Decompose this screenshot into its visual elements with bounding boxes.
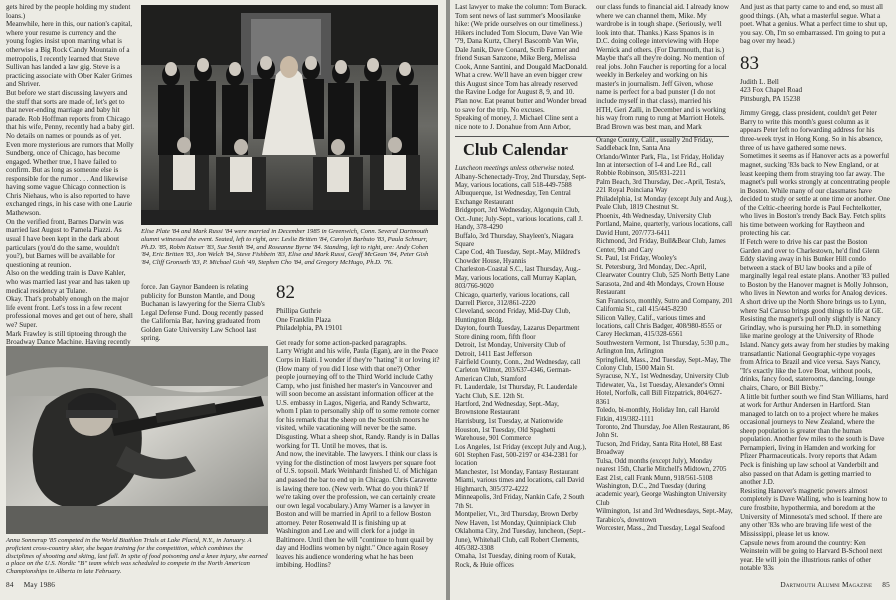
- club-calendar-list-a: [455, 165, 588, 577]
- club-entry: Wilmington, 1st and 3rd Wednesdays, Sept.-May, Tarabico's, downtown: [596, 508, 733, 524]
- club-entry: Tidewater, Va., 1st Tuesday, Alexander's Omni Hotel, Norfolk, call Bill Fitzpatrick, 804/627-8361: [596, 382, 725, 406]
- paragraph: Resisting Hanover's magnetic powers almost completely is Dave Walling, who is learning how to cure frostbite, hypothermia, and boredom at the University of Minnesota's med school. If there are any other '83s who are braving life west of the Mississippi, please let us know.: [740, 486, 888, 538]
- club-entry: San Francisco, monthly, Sutro and Company, 201 California St., call 415/445-8230: [596, 297, 733, 313]
- right-col1-text: [455, 3, 588, 131]
- club-entry: Manchester, 1st Monday, Fantasy Restaurant: [455, 468, 579, 476]
- club-entry: Cleveland, second Friday, Mid-Day Club, Huntington Bldg.: [455, 308, 571, 324]
- address-line: One Franklin Plaza: [276, 315, 331, 324]
- left-page: [0, 0, 446, 600]
- club-entry: Southwestern Vermont, 1st Thursday, 5:30 p.m., Arlington Inn, Arlington: [596, 339, 729, 355]
- page-number: 84: [6, 580, 14, 589]
- paragraph: Resisting the magnet's pull only slightly is Nancy Grindlay, who is pursuing her Ph.D. in something like marine geology at the University of Rhode Island. Nancy gets away from her studies by making transatlantic National Geographic-type voyages from Africa to Brazil and vice versa. Says Nancy, "It's exactly like the Love Boat, without pools, drinks, fancy food, staterooms, dancing, lounge chairs, Charo, or Bill Bixby.": [740, 315, 890, 392]
- club-entry: St. Paul, 1st Friday, Wooley's: [596, 255, 677, 263]
- paragraph: Even more mysterious are rumors that Molly Sundberg, once of Chicago, has become engaged. Whether true, I have failed to confirm. But as long as someone else is responsible for the rumor . . . And likewise having some vague Chicago connection is Chris Niehaus, who is also reported to have exchanged rings, in his case with one Laurie Mathewson.: [6, 140, 134, 218]
- paragraph: Speaking of money, J. Michael Cline sent a nice note to J. Donahue from Ann Arbor,: [455, 114, 579, 131]
- club-entry: Harrisburg, 1st Tuesday, at Nationwide: [455, 418, 563, 426]
- paragraph: Mark Frawley is still tiptoeing through the Broadway Dance Machine. Having recently: [6, 329, 131, 346]
- club-entry: Montpelier, Vt., 3rd Thursday, Brown Derby: [455, 511, 579, 519]
- club-entry: Palm Beach, 3rd Thursday, Dec.-April, Testa's, 221 Royal Poinciana Way: [596, 179, 726, 195]
- class-83-address: [740, 78, 890, 104]
- paragraph: Also on the wedding train is Dave Kahler, who was married last year and has taken up medical residency at Tulane.: [6, 269, 130, 295]
- club-entry: Orange County, Calif., usually 2nd Friday, Saddleback Inn, Santa Ana: [596, 137, 714, 153]
- club-entry: Chicago, quarterly, various locations, call Darrell Pierce, 312/861-2220: [455, 291, 570, 307]
- club-entry: Sarasota, 2nd and 4th Mondays, Crown House Restaurant: [596, 280, 725, 297]
- club-entry: Buffalo, 3rd Thursday, Shayleen's, Niagara Square: [455, 232, 574, 248]
- class-82-address: [276, 307, 440, 333]
- club-entry: Portland, Maine, quarterly, various locations, call David Hunt, 207/773-6411: [596, 221, 732, 237]
- class-number-82: 82: [276, 283, 295, 303]
- club-entry: Miami, various times and locations, call David Highmarch, 305/372-4222: [455, 477, 584, 493]
- address-line: Phillipa Guthrie: [276, 307, 322, 315]
- address-line: Pittsburgh, PA 15238: [740, 94, 801, 103]
- club-entry: Worcester, Mass., 2nd Tuesday, Legal Seafood: [596, 525, 725, 533]
- paragraph: If Fetch were to drive his car past the Boston Garden and over to Charlestown, he'd find Glenn Eddy slaving away in his Bunker Hill condo between a stack of BU law books and a pile of marginally legal real estate plans. Another '83 pulled to Boston by the Hanover magnet is Molly Johnson, who lives in Newton and works for Analog devices. A short drive up the North Shore brings us to Lynn, where Sal Caruso brings good things to life at GE.: [740, 238, 890, 315]
- paragraph: Meanwhile, here in this, our nation's capital, where your resume is currency and the young fogies insist upon marring what is otherwise a Big Rock Candy Mountain of a metropolis, I recently learned that Steve Sullivan has landed a law gig. Steve is a practicing associate with Ober Kaler Grimes and Shriver.: [6, 20, 133, 89]
- biathlon-skier-photo: [6, 346, 268, 534]
- club-entry: Los Angeles, 1st Friday (except July and Aug.), 601 Stephen Fast, 500-2197 or 434-2381 for location: [455, 443, 587, 468]
- club-entry: Silicon Valley, Calif., various times and locations, call Chris Badger, 408/980-8555 or Carey Heckman, 415/328-6561: [596, 314, 722, 339]
- paragraph: gets hired by the people holding my student loans.): [6, 3, 131, 20]
- club-entry: Tucson, 2nd Friday, Santa Rita Hotel, 88 East Broadway: [596, 441, 723, 457]
- page-folio-left: [6, 580, 55, 589]
- class-number-83: 83: [740, 52, 759, 74]
- club-entry: Springfield, Mass., 2nd Tuesday, Sept.-May, The Colony Club, 1500 Main St.: [596, 356, 731, 372]
- club-entry: Minneapolis, 3rd Friday, Nankin Cafe, 2 South 7th St.: [455, 494, 585, 510]
- right-page: [450, 0, 896, 600]
- club-entry: Phoenix, 4th Wednesday, University Club: [596, 212, 712, 220]
- wedding-group-photo: [141, 5, 438, 225]
- issue-date: May 1986: [23, 580, 56, 589]
- class-83-column: [740, 3, 890, 578]
- paragraph: force. Jan Gaynor Bandeen is relating publicity for Bunston Mantle, and Doug Buchanan is lawyering for the Sierra Club's Legal Defense Fund. Doug recently passed the California Bar, having graduated from Golden Gate University Law School last spring.: [141, 283, 265, 343]
- club-entry: Dayton, fourth Tuesday, Lazarus Department Store dining room, fifth floor: [455, 325, 580, 341]
- paragraph: Larry Wright and his wife, Paula (Egan), are in the Peace Corps in Haiti. I wonder if they're "hating" it or loving it? (How many of you did I lose with that one?) Other people journeying off to the Third World include Cathy Camp, who just finished her master's in Vancouver and will soon become an assistant information officer at the U.S. embassy in Lagos, Nigeria, and Randy Schwartz, whom I plan to personally ship off to some remote corner for his remark that the sheep on the Scottish moors he visited, while vacationing will never be the same. Disgusting. What a sheep shot, Randy. Randy is in Dallas working for TI. Until he moves, that is.: [276, 347, 440, 450]
- left-col1-text: [6, 3, 135, 346]
- club-entry: Omaha, 1st Tuesday, dining room of Kutak, Rock, & Huie offices: [455, 553, 576, 569]
- right-col2-text: [596, 3, 729, 131]
- club-entry: Toronto, 2nd Thursday, Joe Allen Restaurant, 86 John St.: [596, 424, 730, 440]
- club-entry: Bridgeport, 3rd Wednesday, Algonquin Club, Oct.-June; July-Sept., various locations, call J. Handy, 378-4290: [455, 207, 583, 231]
- address-line: 423 Fox Chapel Road: [740, 86, 803, 95]
- club-entry: Washington, D.C., 2nd Tuesday (during academic year), George Washington University Club: [596, 483, 727, 507]
- club-entry: Albuquerque, 1st Wednesday, Ten Central Exchange Restaurant: [455, 190, 571, 206]
- club-entry: Richmond, 3rd Friday, Bull&Bear Club, James Center, 9th and Cary: [596, 238, 726, 254]
- club-entry: Philadelphia, 1st Monday (except July and Aug.), Peale Club, 1819 Chestnut St.: [596, 195, 733, 212]
- paragraph: Jimmy Gregg, class president, couldn't get Peter Barry to write this month's guest column as it appears Peter left no forwarding address for his three-week tryst in Hong Kong. So in his absence, three of us have gathered some news.: [740, 109, 883, 152]
- club-entry: New Haven, 1st Monday, Quinnipiack Club: [455, 519, 577, 527]
- address-line: Judith L. Bell: [740, 77, 779, 86]
- club-entry: Houston, 1st Tuesday, Old Spaghetti Warehouse, 901 Commerce: [455, 426, 556, 442]
- page-folio-right: [698, 580, 890, 589]
- paragraph: Last lawyer to make the column: Tom Burack. Tom sent news of last summer's Moosilauke hike: (We pride ourselves on our timeliness.) Hikers included Tom Slocum, Dave Van Wie '79, Dana Kurtz, Cheryl Bascomb Van Wie, Dale Janik, Dave Conard, Scrib Farmer and friend Susan Sanzone, Mike Berg, Melissa Cook, Anne Santini, and Dougald MacDonald. What a crew. We'll have an even bigger crew this August since Tom has already reserved the Ravine Lodge for August 8, 9, and 10. Plan now. Eat peanut butter and Wonder bread to save for the trip. No excuses.: [455, 3, 588, 114]
- club-entry: Albany-Schenectady-Troy, 2nd Thursday, Sept-May, various locations, call 518-449-7588: [455, 173, 587, 189]
- club-entry: Cape Cod, 4th Tuesday, Sept.-May, Mildred's Chowder House, Hyannis: [455, 249, 581, 265]
- club-entry: Ft. Lauderdale, 1st Thursday, Ft. Lauderdale Yacht Club, S.E. 12th St.: [455, 384, 578, 400]
- club-calendar-heading: Club Calendar: [463, 140, 568, 159]
- club-entry: St. Petersburg, 3rd Monday, Dec.-April, Clearwater Country Club, 525 North Betty Lane: [596, 263, 730, 280]
- club-entry: Orlando/Winter Park, Fla., 1st Friday, Holiday Inn at intersection of I-4 and Lee Rd., call Robbie Robinson, 305/831-2211: [596, 153, 725, 178]
- club-entry: Toledo, bi-monthly, Holiday Inn, call Harold Fitkin, 419/382-1111: [596, 407, 720, 423]
- club-entry: Tulsa, Odd months (except July), Monday nearest 15th, Charlie Mitchell's Midtown, 2705 East 21st, call Frank Munn, 918/561-5108: [596, 457, 727, 482]
- page-number: 85: [882, 580, 890, 589]
- paragraph: And just as that party came to and end, so must all good things. (Ah, what a masterful segue. What a poet. What a genius. What a perfect time to shut up, you say. Oh, I'm so embarrassed. I'm going to put a bag over my head.): [740, 3, 888, 46]
- club-entry: Charleston-Coastal S.C., last Thursday, Aug.-May, various locations, call Murray Kaplan, 803/766-9020: [455, 266, 581, 290]
- club-entry: Syracuse, N.Y., 1st Wednesday, University Club: [596, 373, 729, 381]
- club-calendar-note: Luncheon meetings unless otherwise noted.: [455, 165, 575, 172]
- magazine-title: Dartmouth Alumni Magazine: [780, 580, 873, 589]
- address-line: Philadelphia, PA 19101: [276, 324, 343, 333]
- biathlon-photo-caption: Anna Sonnerup '85 competed in the World Biathlon Trials at Lake Placid, N.Y., in January. A proficient cross-country skier, she began training for the competition, which combines the disciplines of shooting and skiing, last fall. In spite of food poisoning and a knee injury, she earned a place on the U.S. Nordic "B" team which was scheduled to compete in the North American Championships in Alberta in late February.: [6, 537, 268, 576]
- class-82-column: [276, 283, 440, 575]
- paragraph: And now, the inevitable. The lawyers. I think our class is vying for the distinction of most lawyers per square foot of U.S. topsoil. Mark Weinhardt finished U. of Michigan and passed the bar to end up in Chicago. Chris Caravette is lawing there too. (New verb. What do you think? If we're taking over the profession, we can certainly create our own legal vocabulary.) Amy Warner is a lawyer in Boston and will be married in April to a fellow Boston attorney. Peter Rosenwald II is finishing up at Washington and Lee and will clerk for a judge in Baltimore. Until then he will "continue to hunt quail by day and Hodlins women by night." Once again Rosey leaves his audience wondering what he has been imbibing. Hodlins?: [276, 450, 438, 570]
- paragraph: our class funds to financial aid. I already know where we can channel them, Mike. My wardrobe is in tough shape. (Seriously, we'll look into that. Thanks.) Kass Spanos is in D.C. doing college interviewing with Hope Wernick and others. (For Dartmouth, that is.) Maybe that's all they're doing. No mention of real jobs. John Faucher is reporting for a local weekly in Berkeley and working on his master's in journalism. Jeff Given, whose name is perfect for a bad punster (I do not include myself in that class), married his HTH, Geri Zalli, in December and is working his way from rung to rung at Marriott Hotels. Brad Brown was best man, and Mark: [596, 3, 729, 131]
- club-entry: Detroit, 1st Monday, University Club of Detroit, 1411 East Jefferson: [455, 342, 566, 358]
- wedding-photo-caption: Elise Plate '84 and Mark Russi '84 were married in December 1985 in Greenwich, Conn. Several Dartmouth alumni witnessed the event. Seated, left to right, are: Leslie Britten '84, Carolyn Barbuto '83, Paula Schnurr, Ph.D. '85, Robin Kaiser '83, Sue Smith '84, and Roseanne Byrne '84. Standing, left to right, are: Andy Cohen '84, Eric Britten '83, Jon Welch '84, Steve Fishbein '83, Elise and Mark Russi, Geoff McGean '84, Peter Gish '84, Cliff Gronseth '83, P. Michael Gish '49, Stephen Cho '84, and Gregory McHugo, Ph.D. '76.: [141, 228, 429, 267]
- club-calendar-list-b: [596, 137, 733, 577]
- paragraph: A little bit further south we find Stan Williams, hard at work for Arthur Andersen in Hartford. Stan managed to latch on to a project where he makes occasional journeys to New Zealand, where the sheep population is greater than the human population. Another few miles to the south is Dave Pernampieri, living in Hamden and working for Pfizer Pharmaceuticals. Ivory reports that Adam Peck is finishing up law school at Vanderbilt and also passed on that Adam is getting married to another J.D.: [740, 392, 889, 487]
- club-entry: Oklahoma City, 2nd Tuesday, luncheon, (Sept.-June), Whitehall Club, call Robert Clements, 405/382-3308: [455, 528, 586, 552]
- paragraph: Get ready for some action-packed paragraphs.: [276, 338, 407, 347]
- paragraph: Sometimes it seems as if Hanover acts as a powerful magnet, sucking '83s back to New England, or at least keeping them from straying too far away. The magnet's pull works strongly at concentrating people in Boston. While many of our classmates have decided to study or settle at one time or another. One of the Celtic-cheering horde is Paul Fechtelkotter, who lives in Boston's trendy Back Bay. Fetch splits his time between working for Raytheon and protecting his car.: [740, 152, 890, 238]
- club-entry: Hartford, 2nd Wednesday, Sept.-May, Brownstone Restaurant: [455, 401, 559, 417]
- paragraph: But before we start discussing lawyers and the stuff that sorts are made of, let's get to that never-ending marriage and baby hit parade. Rob Hoffman reports from Chicago that his wife, Penny, recently had a baby girl. No details on names or pounds as of yet.: [6, 89, 135, 140]
- paragraph: On the verified front, Barnes Darwin was married last August to Pamela Piazzi. As usual I have been kept in the dark about particulars (you'd do the same, wouldn't you?), but Barnes will be available for questioning at reunion.: [6, 217, 124, 269]
- left-col2-text: [141, 283, 266, 343]
- paragraph: Okay. That's probably enough on the major life event front. Let's toss in a few recent professional moves and get out of here, shall we? Super.: [6, 295, 133, 330]
- paragraph: Capsule news from around the country: Ken Weinstein will be going to Harvard B-School next year. He will join the illustrious ranks of other notable '83s: [740, 538, 883, 573]
- club-entry: Fairfield County, Conn., 2nd Wednesday, call Carleton Wilmot, 203/637-4346, German-American Club, Stamford: [455, 359, 581, 383]
